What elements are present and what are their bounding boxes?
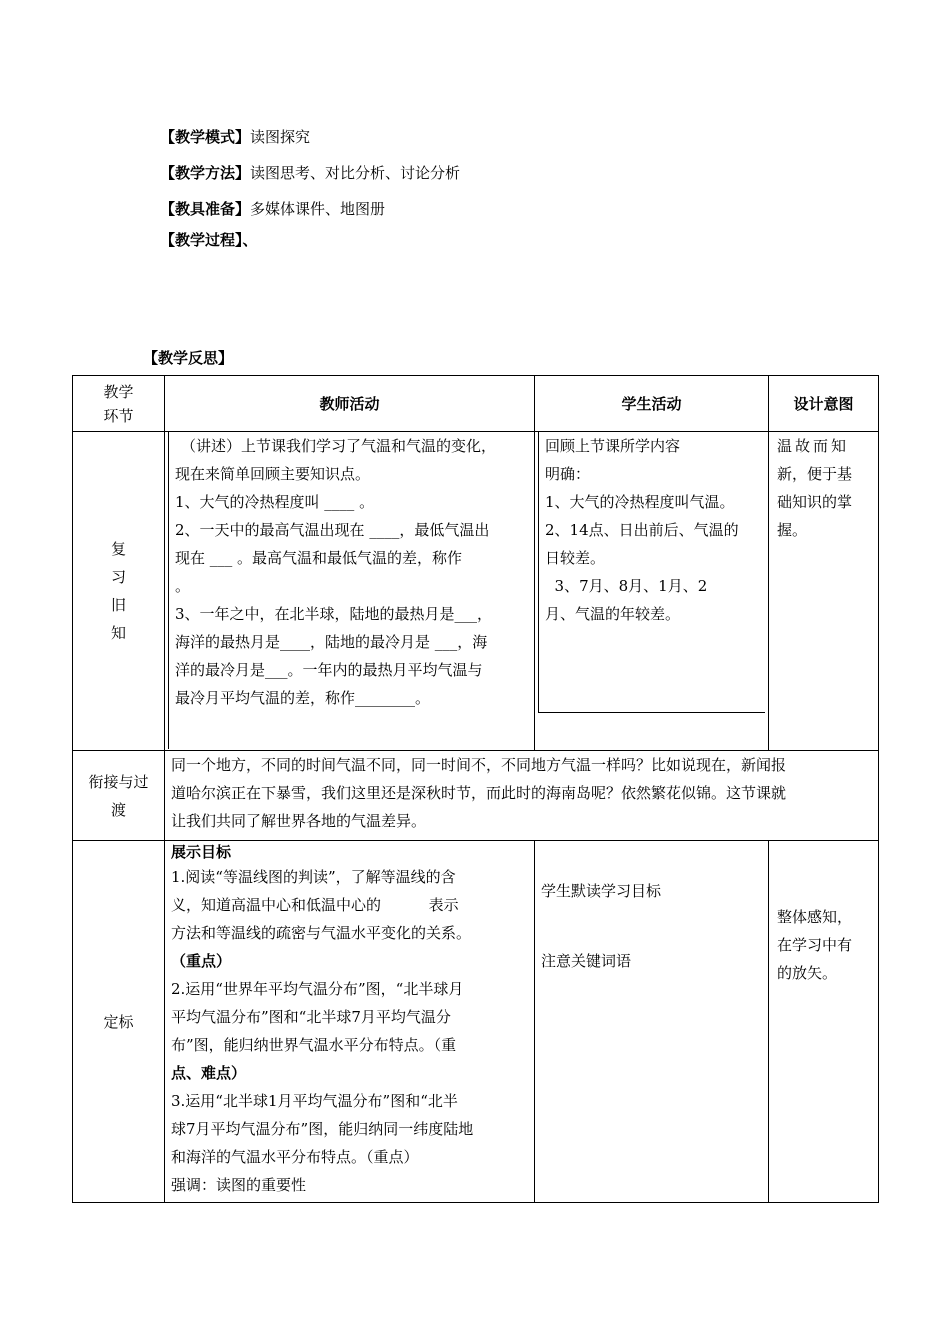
- goals-line: （重点）: [171, 952, 232, 970]
- teaching-tools-label: 【教具准备】: [160, 200, 251, 218]
- review-section-char: 复: [110, 540, 126, 558]
- goals-row: [73, 841, 879, 1203]
- goals-line: 球7月平均气温分布”图，能归纳同一纬度陆地: [171, 1120, 474, 1138]
- goals-line: 义，知道高温中心和低温中心的 表示: [171, 896, 459, 914]
- transition-line: 同一个地方，不同的时间气温不同，同一时间不，不同地方气温一样吗？比如说现在，新闻报: [171, 756, 787, 774]
- review-section-char: 习: [110, 568, 126, 586]
- teaching-method-line: [160, 163, 460, 183]
- teaching-reflection-label: 【教学反思】: [143, 349, 234, 367]
- header-section-line-1: 教学: [103, 382, 134, 401]
- review-teacher-line: 洋的最冷月是___。一年内的最热月平均气温与: [175, 661, 483, 679]
- review-student-line: 2、14点、日出前后、气温的: [545, 521, 739, 539]
- teaching-method-value: 读图思考、对比分析、讨论分析: [250, 164, 461, 182]
- review-teacher-line: 最冷月平均气温的差，称作________。: [175, 689, 431, 707]
- goals-line: 1.阅读“等温线图的判读”，了解等温线的含: [171, 868, 456, 886]
- teaching-tools-value: 多媒体课件、地图册: [250, 200, 386, 218]
- header-row: [73, 376, 879, 432]
- review-student-line: 1、大气的冷热程度叫气温。: [545, 493, 735, 511]
- goals-teacher: [165, 841, 535, 1203]
- review-student: [535, 432, 769, 751]
- transition-text: [165, 751, 879, 841]
- review-student-line: 3、7月、8月、1月、2: [545, 577, 708, 595]
- goals-section: 定标: [73, 841, 165, 1203]
- review-section: [73, 432, 165, 751]
- lesson-plan-table: [72, 375, 879, 1203]
- teaching-tools-line: [160, 199, 385, 219]
- header-student: 学生活动: [535, 376, 769, 432]
- transition-section: [73, 751, 165, 841]
- review-teacher-line: 。: [175, 577, 191, 595]
- review-teacher-line: 3、一年之中，在北半球，陆地的最热月是___，: [175, 605, 493, 623]
- goals-intent-line: 在学习中有: [777, 936, 853, 954]
- teaching-process-label: 【教学过程】、: [160, 231, 258, 249]
- goals-line: 方法和等温线的疏密与气温水平变化的关系。: [171, 924, 472, 942]
- teaching-mode-value: 读图探究: [250, 128, 311, 146]
- goals-intent-line: 整体感知，: [777, 908, 853, 926]
- teaching-method-label: 【教学方法】: [160, 164, 251, 182]
- goals-line: 平均气温分布”图和“北半球7月平均气温分: [171, 1008, 451, 1026]
- review-teacher-line: （讲述）上节课我们学习了气温和气温的变化，: [181, 437, 497, 455]
- review-intent-line: 温故而知: [777, 437, 850, 455]
- review-teacher: [165, 432, 535, 751]
- review-intent-line: 握。: [777, 521, 808, 539]
- header-section-line-2: 环节: [103, 406, 134, 425]
- goals-line: 2.运用“世界年平均气温分布”图，“北半球月: [171, 980, 464, 998]
- goals-line: 强调：读图的重要性: [171, 1176, 307, 1194]
- transition-row: [73, 751, 879, 841]
- goals-student-line-2: 注意关键词语: [541, 952, 632, 970]
- goals-student-line-1: 学生默读学习目标: [541, 882, 662, 900]
- review-teacher-line: 2、一天中的最高气温出现在 ____，最低气温出: [175, 521, 490, 539]
- review-student-line: 月、气温的年较差。: [545, 605, 681, 623]
- goals-student: [535, 841, 769, 1203]
- review-student-line: 明确：: [545, 465, 591, 483]
- transition-line: 让我们共同了解世界各地的气温差异。: [171, 812, 427, 830]
- review-intent-line: 础知识的掌: [777, 493, 853, 511]
- review-teacher-line: 海洋的最热月是____，陆地的最冷月是 ___，海: [175, 633, 488, 651]
- review-teacher-line: 现在来简单回顾主要知识点。: [175, 465, 371, 483]
- goals-intent: [769, 841, 879, 1203]
- review-teacher-line: 现在 ___ 。最高气温和最低气温的差，称作: [175, 549, 463, 567]
- review-section-char: 旧: [110, 596, 126, 614]
- goals-line: 3.运用“北半球1月平均气温分布”图和“北半: [171, 1092, 458, 1110]
- teaching-mode-line: [160, 127, 310, 147]
- teaching-process-line: [160, 230, 258, 250]
- transition-section-line-2: 渡: [110, 800, 126, 819]
- review-row: [73, 432, 879, 751]
- transition-line: 道哈尔滨正在下暴雪，我们这里还是深秋时节，而此时的海南岛呢？依然繁花似锦。这节课就: [171, 784, 787, 802]
- review-intent: [769, 432, 879, 751]
- review-section-char: 知: [110, 624, 126, 642]
- goals-intent-line: 的放矢。: [777, 964, 838, 982]
- goals-heading: 展示目标: [171, 843, 232, 861]
- goals-line: 和海洋的气温水平分布特点。（重点）: [171, 1148, 419, 1166]
- teaching-mode-label: 【教学模式】: [160, 128, 251, 146]
- review-student-line: 日较差。: [545, 549, 606, 567]
- review-student-line: 回顾上节课所学内容: [545, 437, 681, 455]
- header-section: [73, 376, 165, 432]
- review-teacher-line: 1、大气的冷热程度叫 ____ 。: [175, 493, 375, 511]
- transition-section-line-1: 衔接与过: [88, 772, 149, 791]
- goals-line: 点、难点）: [171, 1064, 247, 1082]
- header-intent: 设计意图: [769, 376, 879, 432]
- goals-line: 布”图，能归纳世界气温水平分布特点。（重: [171, 1036, 457, 1054]
- header-teacher: 教师活动: [165, 376, 535, 432]
- review-intent-line: 新，便于基: [777, 465, 853, 483]
